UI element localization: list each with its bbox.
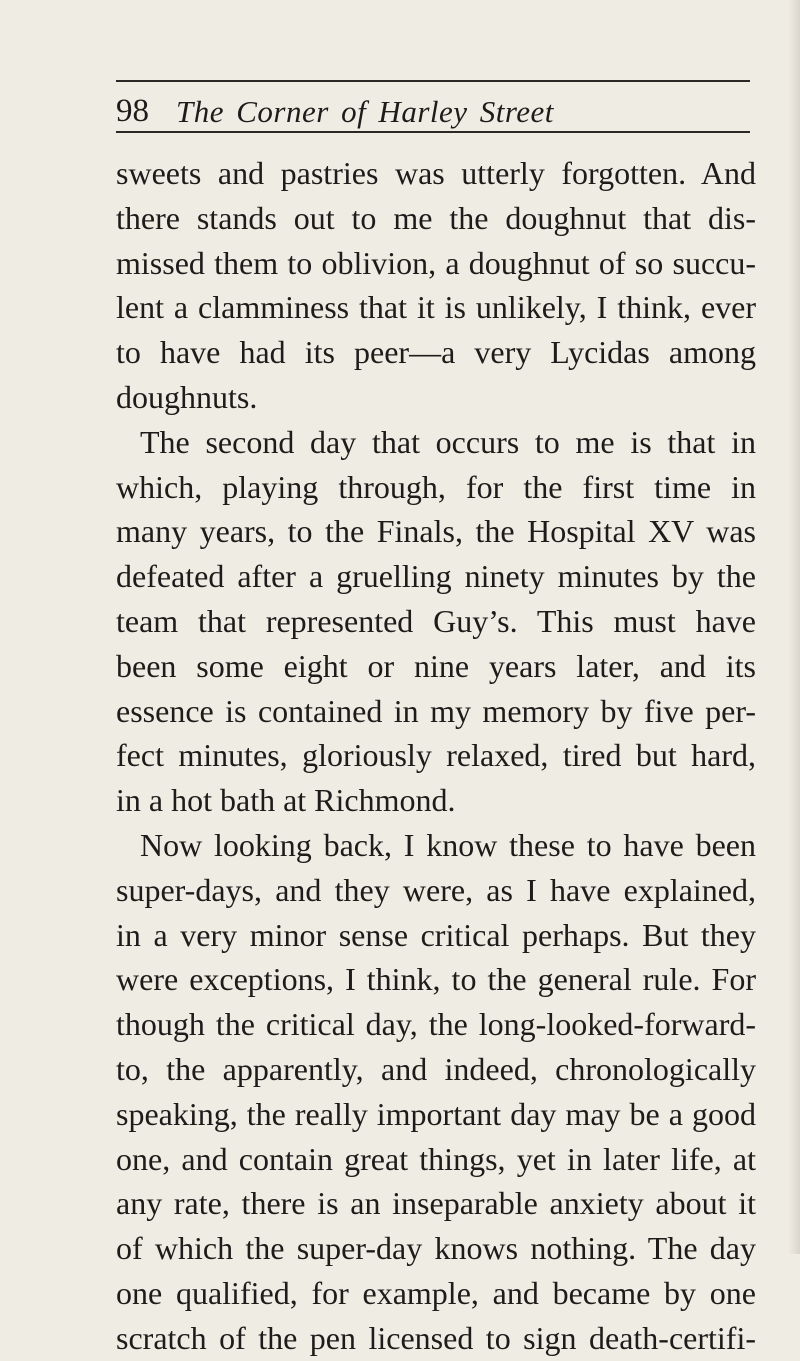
running-title: The Corner of Harley Street xyxy=(176,94,554,129)
text-line: to have had its peer—a very Lycidas among xyxy=(116,334,756,371)
running-header xyxy=(116,84,750,130)
text-line: were exceptions, I think, to the general rule. For xyxy=(116,961,756,998)
text-line: any rate, there is an inseparable anxiety about it xyxy=(116,1185,756,1222)
text-line: one qualified, for example, and became by one xyxy=(116,1274,756,1311)
header-top-rule xyxy=(116,80,750,82)
text-line: though the critical day, the long-looked-forward- xyxy=(116,1006,756,1043)
text-line: team that represented Guy’s. This must have xyxy=(116,602,756,639)
text-line: there stands out to me the doughnut that dis- xyxy=(116,199,756,236)
text-line: one, and contain great things, yet in later life, at xyxy=(116,1140,756,1177)
page-edge-shadow xyxy=(788,0,800,1254)
text-line: The second day that occurs to me is that in xyxy=(140,423,756,460)
text-line: which, playing through, for the first time in xyxy=(116,468,756,505)
body-text xyxy=(116,151,756,1361)
header-bottom-rule xyxy=(116,131,750,133)
text-line: super-days, and they were, as I have explained, xyxy=(116,871,756,908)
text-line: lent a clamminess that it is unlikely, I think, ever xyxy=(116,289,756,326)
text-line: many years, to the Finals, the Hospital XV was xyxy=(116,513,756,550)
text-line: in a very minor sense critical perhaps. But they xyxy=(116,916,756,953)
text-line: to, the apparently, and indeed, chronologically xyxy=(116,1050,756,1087)
text-line: scratch of the pen licensed to sign death-certifi- xyxy=(116,1319,756,1356)
text-line: sweets and pastries was utterly forgotten. And xyxy=(116,155,756,191)
text-line: fect minutes, gloriously relaxed, tired but hard, xyxy=(116,737,756,774)
text-line: of which the super-day knows nothing. The day xyxy=(116,1230,756,1267)
text-line: in a hot bath at Richmond. xyxy=(116,782,456,819)
text-line: speaking, the really important day may be a good xyxy=(116,1095,756,1132)
text-line: been some eight or nine years later, and its xyxy=(116,647,756,684)
text-line: missed them to oblivion, a doughnut of so succu- xyxy=(116,244,756,281)
text-line: defeated after a gruelling ninety minutes by the xyxy=(116,558,756,595)
text-line: essence is contained in my memory by five per- xyxy=(116,692,756,729)
text-line: doughnuts. xyxy=(116,378,258,415)
text-line: Now looking back, I know these to have been xyxy=(140,826,756,863)
page-number: 98 xyxy=(116,93,149,129)
